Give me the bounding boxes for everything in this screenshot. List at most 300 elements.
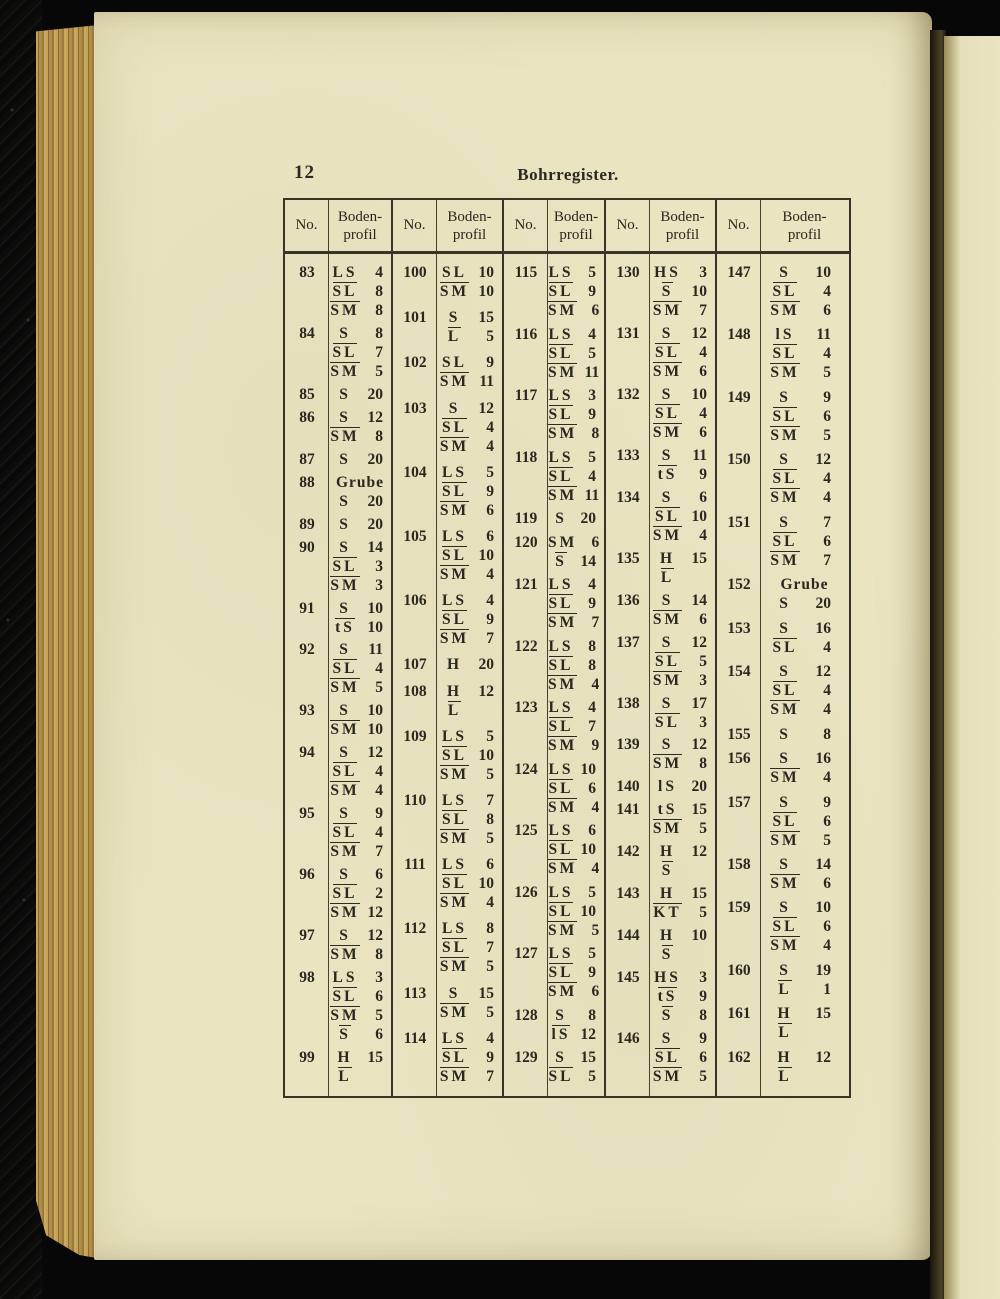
profile-label: S: [339, 866, 351, 884]
profile-line: [548, 698, 604, 717]
profile-line: [650, 1067, 715, 1086]
profile-line: [650, 884, 715, 903]
profile-label: SL: [548, 779, 574, 797]
profile-line: [548, 575, 604, 594]
profile-label: S: [779, 750, 791, 768]
profile-line: [437, 682, 502, 701]
profile-line: [437, 1048, 502, 1067]
profile-label: lS: [551, 1025, 571, 1043]
register-entry: [606, 968, 715, 1025]
profile-header-line1: Boden-: [447, 208, 492, 225]
entry-number: 106: [403, 592, 427, 610]
profile-line: [437, 810, 502, 829]
profile-label: LS: [548, 325, 574, 343]
profile-line: [437, 546, 502, 565]
entry-number: 124: [514, 760, 538, 778]
profile-line: [761, 874, 848, 893]
profile-line: [761, 575, 848, 594]
profile-line: [548, 594, 604, 613]
profile-value: 8: [591, 425, 600, 442]
entry-number: 158: [727, 855, 751, 873]
profile-value: 4: [375, 264, 383, 281]
profile-label: S: [661, 862, 674, 880]
profile-value: 3: [375, 557, 383, 575]
profile-label: H: [659, 843, 676, 861]
profile-label: S: [779, 619, 791, 637]
profile-line: [650, 343, 715, 362]
profile-label: SM: [548, 614, 578, 631]
profile-value: 5: [375, 1007, 383, 1025]
profile-line: [761, 855, 848, 874]
profile-label: SM: [770, 489, 800, 507]
register-entry: [285, 865, 391, 922]
profile-label: SL: [332, 343, 358, 361]
profile-line: [548, 736, 604, 755]
profile-label: LS: [548, 945, 574, 962]
profile-header-line2: profil: [559, 226, 593, 243]
profile-label: LS: [442, 1029, 467, 1047]
profile-value: 8: [699, 755, 707, 773]
profile-value: 15: [815, 1005, 831, 1023]
profile-column-header: [761, 200, 848, 251]
register-entry: [504, 263, 604, 320]
profile-line: [437, 437, 502, 456]
entry-number: 135: [616, 549, 640, 567]
profile-line: [437, 829, 502, 848]
profile-value: 7: [486, 792, 494, 810]
profile-value: 5: [823, 426, 831, 444]
profile-value: 4: [588, 576, 596, 593]
entry-number: 108: [403, 682, 427, 700]
profile-line: [548, 363, 604, 382]
entry-number: 157: [727, 793, 751, 811]
entry-number: 149: [727, 388, 751, 406]
profile-value: 10: [580, 841, 596, 858]
profile-line: [437, 746, 502, 765]
profile-label: SM: [652, 526, 683, 544]
profile-value: 9: [375, 805, 383, 823]
profile-header-line1: Boden-: [782, 208, 827, 225]
register-entry: [285, 1048, 391, 1086]
profile-line: [761, 513, 848, 532]
entry-number: 144: [616, 927, 640, 945]
profile-line: [437, 874, 502, 893]
profile-label: SL: [655, 652, 680, 670]
profile-label: SL: [332, 557, 358, 575]
register-entry: [717, 325, 848, 382]
entry-number: 91: [299, 599, 315, 617]
profile-value: 8: [375, 427, 383, 445]
profile-label: S: [779, 855, 791, 873]
profile-line: [329, 701, 391, 720]
profile-value: 8: [588, 656, 596, 674]
profile-value: 6: [823, 874, 831, 892]
profile-value: 20: [367, 515, 383, 533]
profile-label: SL: [655, 404, 680, 422]
profile-value: 4: [591, 675, 600, 693]
profile-label: SM: [439, 501, 470, 519]
profile-label: SM: [652, 671, 683, 689]
profile-value: 12: [691, 736, 707, 754]
profile-label: Grube: [780, 576, 829, 594]
profile-value: 6: [823, 302, 831, 319]
profile-line: [650, 777, 715, 796]
register-entry: [606, 926, 715, 964]
profile-value: 11: [584, 486, 600, 504]
profile-line: [761, 450, 848, 469]
profile-label: LS: [548, 883, 574, 901]
profile-value: 7: [699, 302, 707, 319]
profile-line: [437, 655, 502, 674]
profile-label: SM: [548, 921, 578, 939]
profile-value: 9: [486, 1048, 494, 1066]
profile-line: [548, 424, 604, 443]
profile-value: 4: [823, 937, 831, 955]
profile-line: [329, 576, 391, 595]
profile-label: lS: [658, 778, 677, 796]
profile-line: [437, 372, 502, 391]
profile-value: 15: [478, 984, 494, 1002]
profile-value: 4: [375, 782, 383, 800]
profile-label: SL: [548, 656, 574, 674]
register-entry: [717, 749, 848, 787]
profile-value: 5: [588, 448, 596, 466]
profile-label: SL: [548, 841, 574, 858]
profile-label: SM: [548, 302, 578, 319]
profile-line: [650, 423, 715, 442]
register-entry: [717, 513, 848, 570]
entry-number: 153: [727, 619, 751, 637]
profile-label: S: [779, 793, 791, 811]
profile-value: 6: [591, 302, 600, 319]
profile-label: SL: [655, 343, 680, 361]
profile-value: 4: [591, 798, 600, 816]
profile-label: H: [777, 1048, 793, 1066]
profile-label: SM: [439, 894, 470, 912]
profile-line: [761, 325, 848, 344]
entry-number: 127: [514, 945, 538, 962]
profile-value: 12: [691, 633, 707, 651]
register-column: [502, 254, 604, 1096]
register-entry: [504, 533, 604, 571]
profile-label: SL: [442, 264, 467, 281]
profile-label: H: [777, 1005, 793, 1023]
profile-label: S: [555, 552, 567, 570]
register-entry: [393, 308, 502, 346]
profile-value: 12: [815, 663, 831, 681]
profile-line: [329, 804, 391, 823]
profile-label: S: [339, 641, 351, 659]
profile-label: SM: [330, 576, 360, 594]
profile-line: [437, 418, 502, 437]
profile-label: SM: [548, 983, 578, 1000]
profile-label: tS: [657, 988, 678, 1006]
profile-line: [329, 362, 391, 381]
profile-label: SM: [439, 1067, 470, 1085]
profile-line: [548, 386, 604, 405]
profile-line: [761, 936, 848, 955]
profile-value: 5: [588, 1068, 596, 1085]
profile-value: 11: [692, 446, 707, 464]
profile-line: [761, 344, 848, 363]
register-entry: [504, 760, 604, 817]
profile-label: S: [779, 451, 791, 469]
profile-value: 15: [691, 885, 707, 903]
profile-line: [761, 426, 848, 445]
profile-label: SM: [770, 551, 800, 569]
register-entry: [606, 488, 715, 545]
profile-value: 7: [486, 939, 494, 957]
register-entry: [504, 637, 604, 694]
entry-number: 118: [514, 448, 538, 466]
register-entry: [717, 450, 848, 507]
profile-value: 20: [580, 510, 596, 527]
profile-value: 16: [815, 619, 831, 637]
no-column-header: No.: [504, 200, 548, 251]
profile-value: 4: [823, 470, 831, 488]
profile-label: H: [659, 549, 676, 567]
profile-label: SM: [439, 958, 470, 976]
profile-label: SM: [770, 937, 800, 955]
register-entry: [504, 944, 604, 1001]
profile-value: 15: [367, 1049, 383, 1066]
profile-label: S: [779, 264, 791, 281]
profile-line: [548, 902, 604, 921]
profile-line: [650, 385, 715, 404]
profile-value: 11: [479, 373, 494, 391]
profile-label: SM: [548, 737, 578, 754]
entry-number: 161: [727, 1005, 751, 1023]
profile-value: 2: [375, 885, 383, 903]
profile-label: SL: [772, 812, 798, 830]
profile-line: [329, 301, 391, 320]
register-entry: [717, 1004, 848, 1042]
profile-value: 12: [367, 744, 383, 762]
register-entry: [393, 353, 502, 391]
profile-label: HS: [654, 264, 681, 281]
profile-line: [761, 1004, 848, 1023]
register-entry: [393, 527, 502, 584]
profile-label: S: [339, 385, 351, 403]
entry-number: 132: [616, 385, 640, 403]
profile-line: [329, 781, 391, 800]
entry-number: 100: [403, 264, 427, 281]
profile-line: [437, 1029, 502, 1048]
profile-label: KT: [653, 904, 682, 922]
profile-label: S: [339, 1026, 351, 1044]
profile-value: 20: [478, 656, 494, 674]
profile-line: [650, 968, 715, 987]
profile-label: S: [339, 538, 351, 556]
header-pair: [604, 200, 715, 251]
profile-line: [761, 980, 848, 999]
profile-value: 5: [823, 364, 831, 382]
register-entry: [393, 1029, 502, 1086]
profile-label: S: [339, 702, 351, 720]
profile-line: [650, 861, 715, 880]
profile-value: 5: [699, 1068, 707, 1085]
profile-line: [548, 405, 604, 424]
profile-line: [650, 903, 715, 922]
profile-label: S: [661, 446, 674, 464]
profile-line: [437, 282, 502, 301]
profile-label: SM: [330, 362, 360, 380]
profile-label: SL: [655, 713, 680, 731]
profile-line: [650, 549, 715, 568]
profile-label: L: [778, 980, 792, 998]
profile-column-header: [329, 200, 391, 251]
entry-number: 138: [616, 694, 640, 712]
profile-label: SM: [439, 830, 470, 848]
profile-label: SM: [330, 427, 360, 445]
profile-label: LS: [442, 528, 467, 546]
profile-value: 4: [823, 638, 831, 656]
profile-label: SL: [548, 902, 574, 920]
profile-value: 5: [588, 264, 596, 281]
profile-label: L: [778, 1067, 792, 1085]
profile-line: [329, 968, 391, 987]
register-entry: [717, 263, 848, 320]
profile-value: 6: [823, 532, 831, 550]
register-entry: [606, 1029, 715, 1086]
entry-number: 131: [616, 324, 640, 342]
profile-line: [650, 800, 715, 819]
profile-line: [329, 1025, 391, 1044]
profile-value: 9: [823, 793, 831, 811]
register-entry: [393, 919, 502, 976]
profile-line: [761, 700, 848, 719]
profile-label: S: [339, 744, 351, 762]
profile-line: [548, 282, 604, 301]
profile-label: H: [659, 885, 676, 903]
profile-label: SL: [772, 470, 798, 488]
entry-number: 130: [616, 264, 640, 281]
profile-label: SL: [332, 988, 358, 1006]
profile-label: S: [779, 388, 791, 406]
profile-value: 9: [699, 465, 707, 483]
profile-value: 20: [815, 595, 831, 613]
profile-value: 15: [691, 801, 707, 819]
profile-label: S: [339, 599, 351, 617]
profile-line: [761, 301, 848, 320]
entry-number: 90: [299, 538, 315, 556]
profile-line: [329, 557, 391, 576]
profile-value: 4: [588, 325, 596, 343]
profile-label: S: [448, 309, 461, 327]
page-title: Bohrregister.: [517, 165, 619, 184]
profile-label: SL: [772, 532, 798, 550]
register-entry: [606, 324, 715, 381]
profile-value: 14: [580, 552, 596, 570]
profile-line: [761, 812, 848, 831]
profile-label: SL: [772, 345, 798, 363]
profile-line: [548, 344, 604, 363]
profile-line: [548, 467, 604, 486]
profile-line: [329, 538, 391, 557]
profile-value: 12: [815, 451, 831, 469]
profile-line: [761, 532, 848, 551]
profile-line: [761, 749, 848, 768]
entry-number: 146: [616, 1030, 640, 1047]
profile-value: 12: [691, 843, 707, 861]
register-entry: [606, 385, 715, 442]
entry-number: 109: [403, 727, 427, 745]
register-entry: [504, 698, 604, 755]
profile-line: [650, 610, 715, 629]
profile-label: SM: [330, 904, 360, 922]
profile-value: 7: [375, 343, 383, 361]
entry-number: 112: [403, 920, 427, 938]
profile-label: SM: [548, 860, 578, 877]
profile-line: [548, 613, 604, 632]
profile-label: SM: [548, 798, 578, 816]
profile-value: 7: [591, 614, 600, 631]
book-page: [94, 12, 932, 1260]
profile-line: [761, 594, 848, 613]
register-entry: [393, 855, 502, 912]
profile-line: [548, 325, 604, 344]
profile-label: SL: [655, 507, 680, 525]
entry-number: 133: [616, 446, 640, 464]
register-entry: [606, 263, 715, 320]
no-column-header: No.: [285, 200, 329, 251]
profile-value: 14: [367, 538, 383, 556]
profile-line: [548, 509, 604, 528]
profile-line: [329, 492, 391, 511]
profile-label: SM: [439, 283, 470, 300]
profile-value: 3: [699, 264, 707, 281]
entry-number: 145: [616, 969, 640, 987]
profile-line: [548, 717, 604, 736]
profile-line: [437, 482, 502, 501]
entry-number: 148: [727, 326, 751, 344]
register-entry: [717, 388, 848, 445]
register-entry: [285, 385, 391, 404]
profile-label: SM: [770, 364, 800, 382]
register-entry: [606, 633, 715, 690]
profile-label: SL: [442, 811, 467, 829]
entry-number: 116: [514, 325, 538, 343]
profile-line: [548, 552, 604, 571]
header-pair: [502, 200, 604, 251]
profile-value: 10: [815, 264, 831, 281]
profile-value: 5: [699, 820, 707, 838]
entry-number: 98: [299, 969, 315, 987]
profile-line: [437, 501, 502, 520]
profile-label: S: [448, 399, 461, 417]
profile-label: LS: [548, 576, 574, 593]
profile-value: 8: [375, 946, 383, 964]
profile-label: SM: [652, 1068, 683, 1085]
profile-label: SL: [332, 763, 358, 781]
entry-number: 134: [616, 488, 640, 506]
profile-value: 6: [699, 362, 707, 380]
profile-label: SL: [332, 283, 358, 300]
profile-value: 14: [691, 591, 707, 609]
entry-number: 89: [299, 515, 315, 533]
profile-label: H: [659, 927, 676, 945]
profile-label: HS: [654, 969, 681, 987]
profile-label: S: [661, 591, 674, 609]
register-entry: [285, 968, 391, 1044]
profile-line: [650, 652, 715, 671]
profile-line: [761, 793, 848, 812]
register-entry: [393, 399, 502, 456]
register-entry: [285, 640, 391, 697]
entry-number: 129: [514, 1049, 538, 1066]
profile-value: 10: [367, 618, 383, 636]
profile-label: SL: [548, 964, 574, 981]
